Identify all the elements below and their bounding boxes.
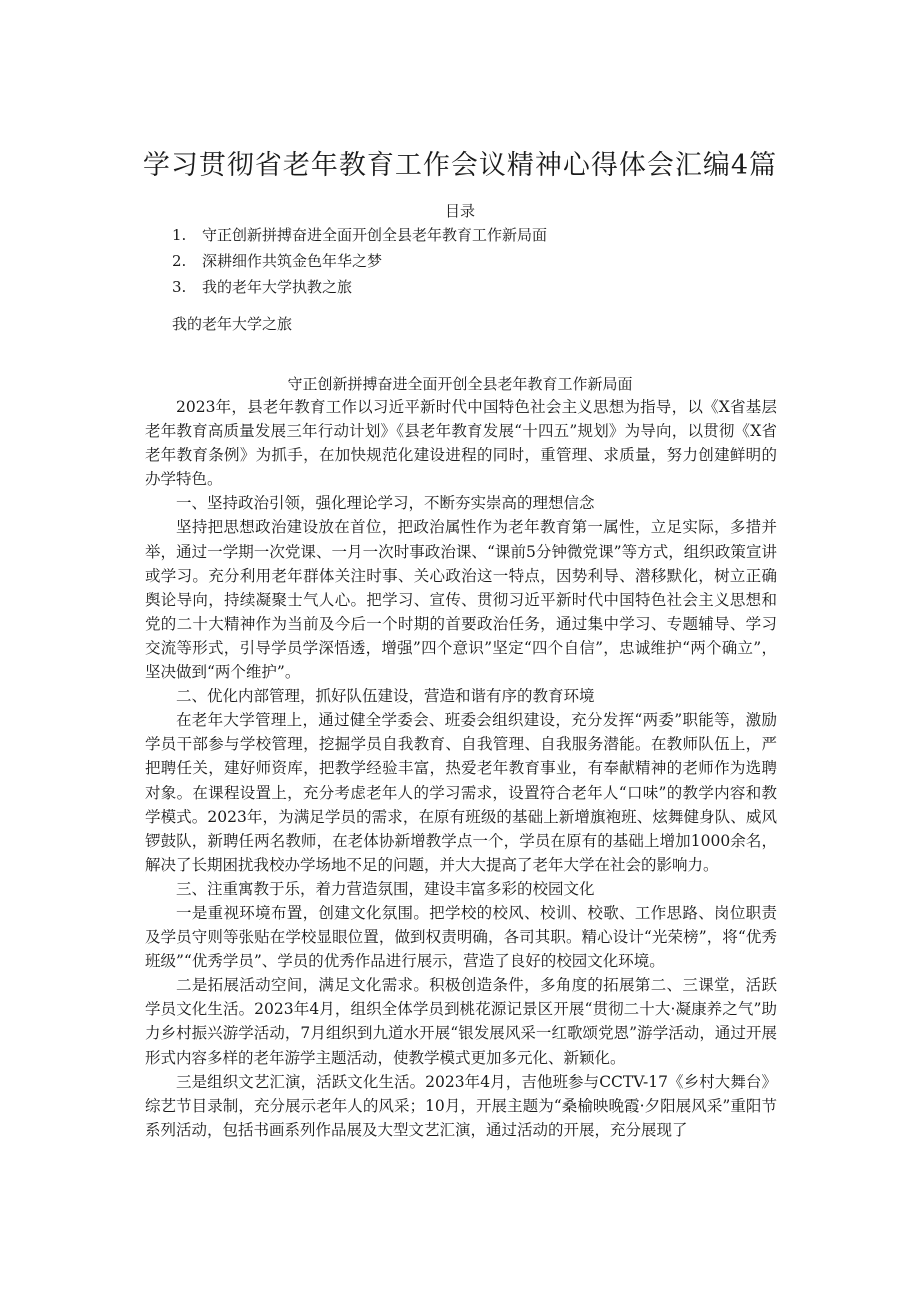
section-title: 守正创新拼搏奋进全面开创全县老年教育工作新局面 [287, 375, 633, 393]
toc-item-text: 深耕细作共筑金色年华之梦 [202, 252, 383, 270]
toc-item-text: 我的老年大学执教之旅 [202, 278, 353, 296]
body-paragraph: 三是组织文艺汇演，活跃文化生活。2023年4月，吉他班参与CCTV-17《乡村大舞台》综艺节目录制，充分展示老年人的风采；10月，开展主题为“桑榆映晚霞·夕阳展风采”重阳节系列活动，包括书画系列作品展及大型文艺汇演，通过活动的开展，充分展现了 [145, 1072, 777, 1139]
toc-item-number: 3. [172, 278, 187, 296]
body-paragraph: 在老年大学管理上，通过健全学委会、班委会组织建设，充分发挥“两委”职能等，激励学员干部参与学校管理，挖掘学员自我教育、自我管理、自我服务潜能。在教师队伍上，严把聘任关，建好师资库，把教学经验丰富，热爱老年教育事业，有奉献精神的老师作为选聘对象。在课程设置上，充分考虑老年人的学习需求，设置符合老年人“口味”的教学内容和教学模式。2023年，为满足学员的需求，在原有班级的基础上新增旗袍班、炫舞健身队、威风锣鼓队，新聘任两名教师，在老体协新增教学点一个，学员在原有的基础上增加1000余名，解决了长期困扰我校办学场地不足的问题，并大大提高了老年大学在社会的影响力。 [145, 711, 777, 874]
toc-item [172, 248, 547, 274]
section-heading: 二、优化内部管理，抓好队伍建设，营造和谐有序的教育环境 [176, 687, 595, 706]
toc-item [172, 274, 547, 300]
body-paragraph: 2023年，县老年教育工作以习近平新时代中国特色社会主义思想为指导，以《X省基层老年教育高质量发展三年行动计划》《县老年教育发展“十四五”规划》为导向，以贯彻《X省老年教育条例》为抓手，在加快规范化建设进程的同时，重管理、求质量，努力创建鲜明的办学特色。 [145, 398, 777, 489]
standalone-line: 我的老年大学之旅 [172, 315, 293, 333]
toc-item-number: 2. [172, 252, 187, 270]
table-of-contents [172, 222, 547, 300]
body-paragraph: 二是拓展活动空间，满足文化需求。积极创造条件，多角度的拓展第二、三课堂，活跃学员文化生活。2023年4月，组织全体学员到桃花源记景区开展“贯彻二十大·凝康养之气”助力乡村振兴游学活动，7月组织到九道水开展“银发展风采一红歌颂党恩”游学活动，通过开展形式内容多样的老年游学主题活动，使教学模式更加多元化、新颖化。 [145, 976, 777, 1067]
toc-item [172, 222, 547, 248]
section-heading: 三、注重寓教于乐，着力营造氛围，建设丰富多彩的校园文化 [176, 879, 595, 898]
body-paragraph: 一是重视环境布置，创建文化氛围。把学校的校风、校训、校歌、工作思路、岗位职责及学员守则等张贴在学校显眼位置，做到权责明确，各司其职。精心设计“光荣榜”，将“优秀班级”“优秀学员”、学员的优秀作品进行展示，营造了良好的校园文化环境。 [145, 903, 777, 971]
body-paragraph: 坚持把思想政治建设放在首位，把政治属性作为老年教育第一属性，立足实际，多措并举，通过一学期一次党课、一月一次时事政治课、“课前5分钟微党课”等方式，组织政策宣讲或学习。充分利用老年群体关注时事、关心政治这一特点，因势利导、潜移默化，树立正确舆论导向，持续凝聚士气人心。把学习、宣传、贯彻习近平新时代中国特色社会主义思想和党的二十大精神作为当前及今后一个时期的首要政治任务，通过集中学习、专题辅导、学习交流等形式，引导学员学深悟透，增强”四个意识”坚定“四个自信”，忠诚维护“两个确立”，坚决做到“两个维护”。 [145, 518, 777, 682]
document-body [145, 395, 777, 1142]
toc-item-number: 1. [172, 226, 187, 244]
toc-item-text: 守正创新拼搏奋进全面开创全县老年教育工作新局面 [202, 226, 548, 244]
document-title: 学习贯彻省老年教育工作会议精神心得体会汇编4篇 [142, 150, 778, 181]
section-heading: 一、坚持政治引领，强化理论学习，不断夯实崇高的理想信念 [176, 494, 595, 513]
toc-heading: 目录 [444, 202, 475, 220]
